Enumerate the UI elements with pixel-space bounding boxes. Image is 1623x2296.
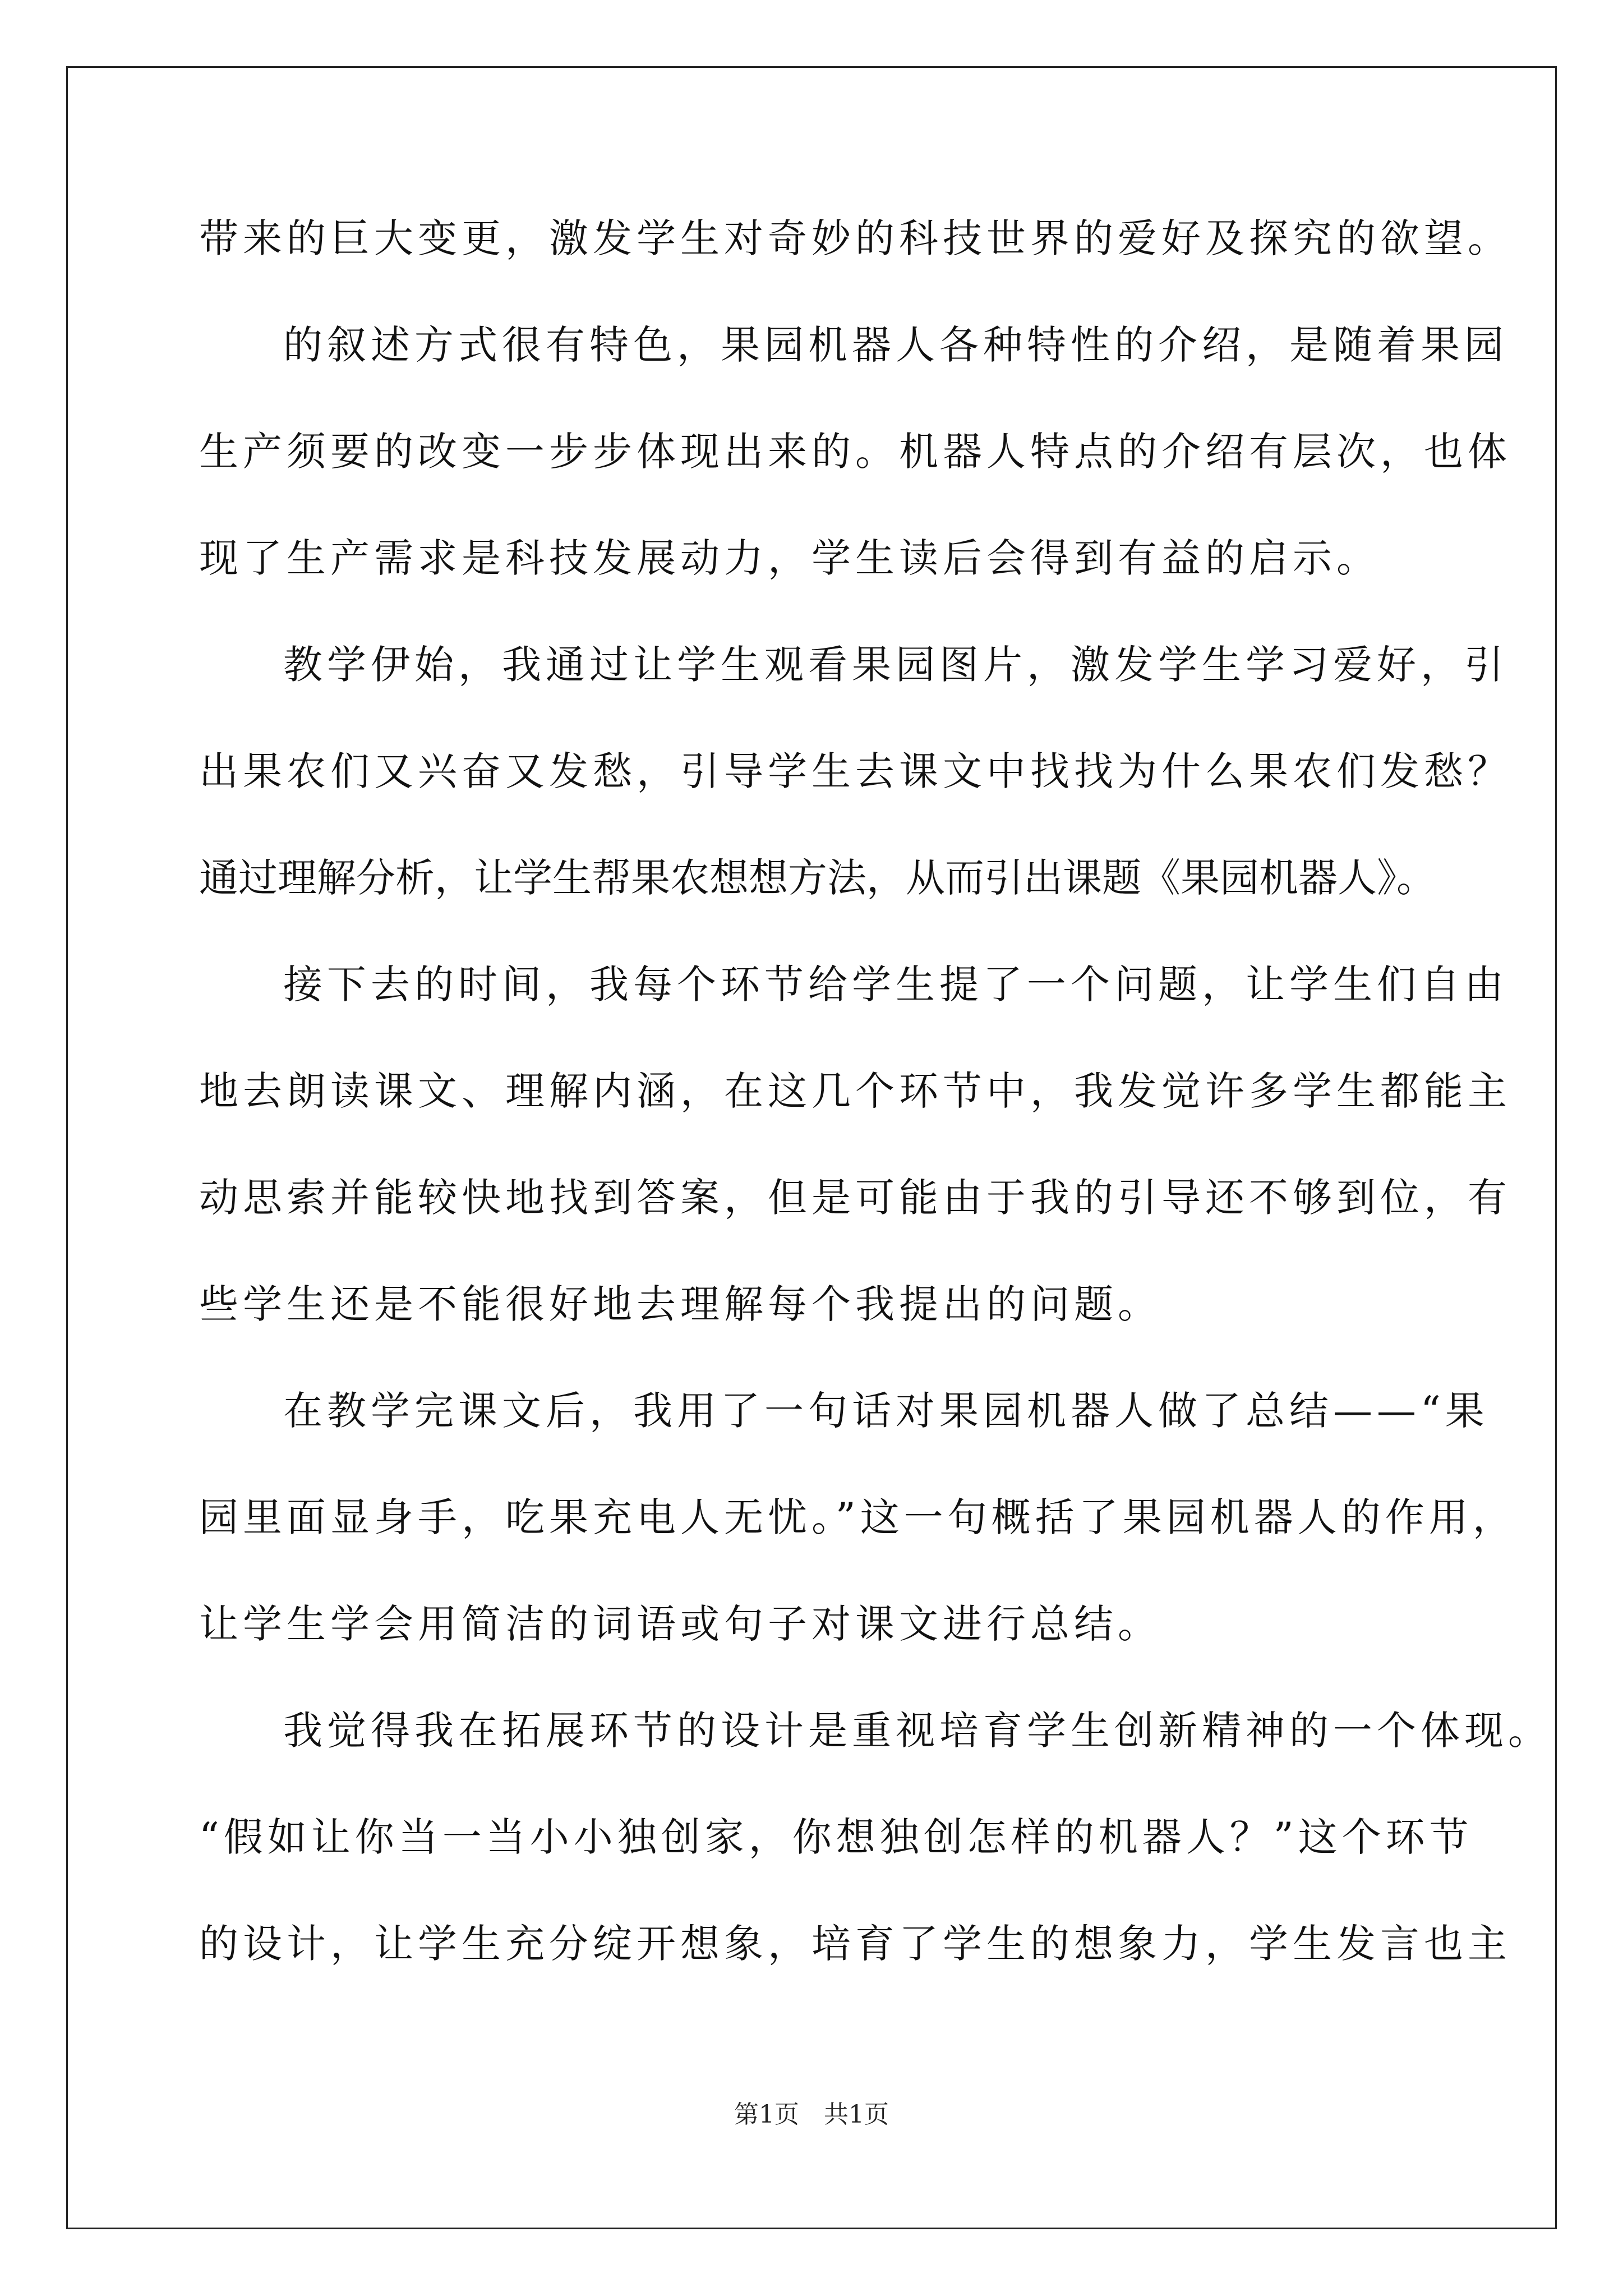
paragraph-start-line: 在教学完课文后，我用了一句话对果园机器人做了总结——“果: [283, 1388, 1489, 1434]
paragraph-start-line: 接下去的时间，我每个环节给学生提了一个问题，让学生们自由: [283, 961, 1508, 1007]
page-border: [66, 66, 1557, 2229]
text-line: 地去朗读课文、理解内涵，在这几个环节中，我发觉许多学生都能主: [199, 1068, 1511, 1114]
text-line: “假如让你当一当小小独创家，你想独创怎样的机器人？”这个环节: [199, 1814, 1473, 1860]
text-line: 生产须要的改变一步步体现出来的。机器人特点的介绍有层次，也体: [199, 429, 1511, 475]
text-line: 些学生还是不能很好地去理解每个我提出的问题。: [199, 1281, 1161, 1327]
paragraph-start-line: 的叙述方式很有特色，果园机器人各种特性的介绍，是随着果园: [283, 322, 1508, 368]
text-line: 的设计，让学生充分绽开想象，培育了学生的想象力，学生发言也主: [199, 1921, 1511, 1967]
text-line: 出果农们又兴奋又发愁，引导学生去课文中找找为什么果农们发愁？: [199, 748, 1511, 794]
text-line: 动思索并能较快地找到答案，但是可能由于我的引导还不够到位，有: [199, 1175, 1511, 1221]
paragraph-start-line: 我觉得我在拓展环节的设计是重视培育学生创新精神的一个体现。: [283, 1708, 1552, 1754]
text-line: 现了生产需求是科技发展动力，学生读后会得到有益的启示。: [199, 535, 1380, 581]
text-line: 让学生学会用简洁的词语或句子对课文进行总结。: [199, 1601, 1161, 1647]
page-number-footer: 第1页 共1页: [734, 2100, 889, 2129]
paragraph-start-line: 教学伊始，我通过让学生观看果园图片，激发学生学习爱好，引: [283, 642, 1508, 688]
text-line: 通过理解分析，让学生帮果农想想方法，从而引出课题《果园机器人》。: [199, 855, 1436, 901]
text-line: 带来的巨大变更，激发学生对奇妙的科技世界的爱好及探究的欲望。: [199, 215, 1511, 261]
text-line: 园里面显身手，吃果充电人无忧。”这一句概括了果园机器人的作用，: [199, 1494, 1516, 1540]
